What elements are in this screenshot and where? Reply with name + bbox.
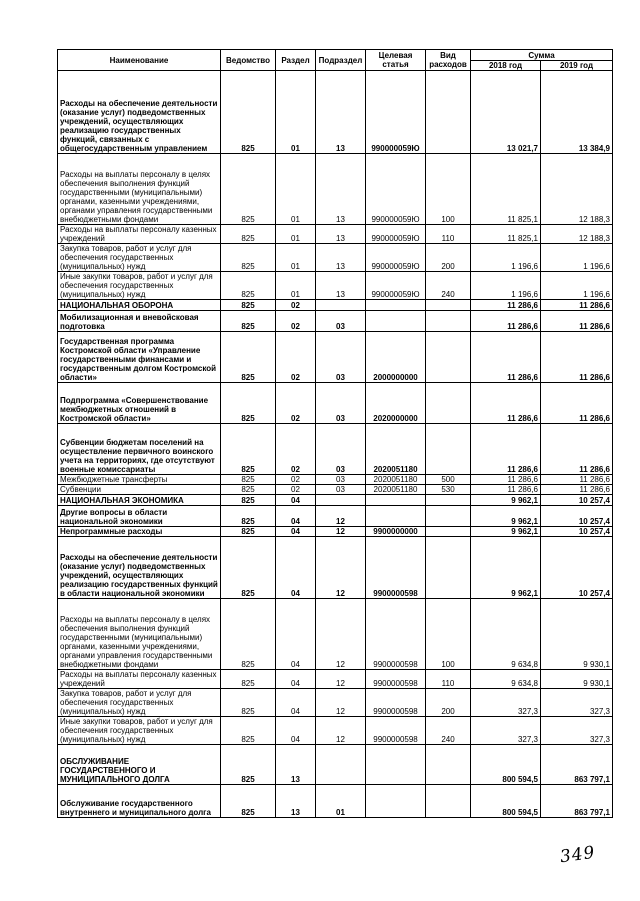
table-row	[58, 506, 613, 527]
table-cell-subsection: 13	[316, 71, 366, 154]
table-cell-target: 2020051180	[366, 475, 426, 485]
table-cell-name: Закупка товаров, работ и услуг для обеспечения государственных (муниципальных) нужд	[58, 689, 221, 717]
table-cell-section: 02	[276, 300, 316, 311]
table-cell-name: Другие вопросы в области национальной экономики	[58, 506, 221, 527]
table-cell-sum-2019: 10 257,4	[541, 537, 613, 599]
table-cell-dept: 825	[221, 71, 276, 154]
table-cell-subsection: 12	[316, 689, 366, 717]
table-cell-sum-2019: 11 286,6	[541, 332, 613, 383]
table-cell-subsection: 13	[316, 225, 366, 244]
table-cell-sum-2019: 12 188,3	[541, 154, 613, 225]
header-dept: Ведомство	[221, 50, 276, 71]
table-row	[58, 300, 613, 311]
table-cell-sum-2019: 12 188,3	[541, 225, 613, 244]
table-row	[58, 311, 613, 332]
table-cell-name: Подпрограмма «Совершенствование межбюджетных отношений в Костромской области»	[58, 383, 221, 424]
table-cell-exptype	[426, 495, 471, 506]
table-cell-dept: 825	[221, 689, 276, 717]
table-cell-section: 13	[276, 785, 316, 818]
table-cell-subsection: 13	[316, 272, 366, 300]
table-cell-subsection: 12	[316, 670, 366, 689]
table-cell-name: Расходы на обеспечение деятельности (оказание услуг) подведомственных учреждений, осуществляющих реализацию государственных функций, связанных с общегосударственным управлением	[58, 71, 221, 154]
table-cell-dept: 825	[221, 424, 276, 475]
table-cell-subsection	[316, 495, 366, 506]
table-cell-target: 9900000598	[366, 717, 426, 745]
table-cell-dept: 825	[221, 506, 276, 527]
table-cell-name: Расходы на обеспечение деятельности (оказание услуг) подведомственных учреждений, осуществляющих реализацию государственных функций в области национальной экономики	[58, 537, 221, 599]
table-cell-sum-2018: 800 594,5	[471, 785, 541, 818]
table-row	[58, 424, 613, 475]
table-cell-exptype: 200	[426, 689, 471, 717]
table-row	[58, 244, 613, 272]
table-row	[58, 225, 613, 244]
table-cell-subsection: 13	[316, 154, 366, 225]
table-cell-dept: 825	[221, 745, 276, 785]
table-cell-sum-2018: 13 021,7	[471, 71, 541, 154]
table-cell-sum-2019: 11 286,6	[541, 311, 613, 332]
table-cell-target: 9900000598	[366, 689, 426, 717]
table-cell-dept: 825	[221, 475, 276, 485]
table-cell-exptype: 240	[426, 717, 471, 745]
table-cell-subsection: 03	[316, 311, 366, 332]
table-cell-sum-2019: 327,3	[541, 689, 613, 717]
table-cell-subsection: 01	[316, 785, 366, 818]
table-cell-section: 01	[276, 244, 316, 272]
table-cell-subsection: 03	[316, 332, 366, 383]
table-cell-name: Обслуживание государственного внутреннего и муниципального долга	[58, 785, 221, 818]
table-cell-section: 02	[276, 383, 316, 424]
header-target: Целевая статья	[366, 50, 426, 71]
table-cell-sum-2018: 11 286,6	[471, 332, 541, 383]
table-cell-dept: 825	[221, 244, 276, 272]
table-cell-section: 04	[276, 670, 316, 689]
table-cell-target	[366, 495, 426, 506]
table-cell-exptype: 500	[426, 475, 471, 485]
table-header-row	[58, 50, 613, 61]
table-cell-name: Непрограммные расходы	[58, 527, 221, 537]
table-cell-sum-2018: 9 634,8	[471, 599, 541, 670]
table-cell-sum-2018: 11 286,6	[471, 424, 541, 475]
table-cell-target	[366, 311, 426, 332]
table-cell-target: 990000059Ю	[366, 225, 426, 244]
header-year-2019: 2019 год	[541, 61, 613, 71]
table-cell-sum-2019: 1 196,6	[541, 244, 613, 272]
table-cell-section: 01	[276, 154, 316, 225]
table-cell-dept: 825	[221, 154, 276, 225]
table-cell-exptype: 110	[426, 670, 471, 689]
table-cell-dept: 825	[221, 717, 276, 745]
table-cell-sum-2018: 327,3	[471, 689, 541, 717]
table-cell-target: 990000059Ю	[366, 71, 426, 154]
table-cell-section: 04	[276, 717, 316, 745]
table-cell-target: 2020000000	[366, 383, 426, 424]
table-cell-name: Расходы на выплаты персоналу казенных учреждений	[58, 670, 221, 689]
table-cell-exptype	[426, 332, 471, 383]
header-section: Раздел	[276, 50, 316, 71]
table-cell-name: Иные закупки товаров, работ и услуг для обеспечения государственных (муниципальных) нужд	[58, 717, 221, 745]
table-cell-subsection	[316, 745, 366, 785]
table-cell-dept: 825	[221, 599, 276, 670]
table-cell-section: 04	[276, 495, 316, 506]
table-cell-sum-2019: 10 257,4	[541, 495, 613, 506]
header-name: Наименование	[58, 50, 221, 71]
table-cell-target: 9900000598	[366, 670, 426, 689]
table-cell-exptype: 100	[426, 154, 471, 225]
table-row	[58, 383, 613, 424]
table-cell-exptype	[426, 527, 471, 537]
table-cell-sum-2018: 11 286,6	[471, 383, 541, 424]
table-cell-section: 04	[276, 599, 316, 670]
table-row	[58, 599, 613, 670]
table-row	[58, 689, 613, 717]
table-row	[58, 537, 613, 599]
table-cell-section: 04	[276, 537, 316, 599]
table-cell-target	[366, 506, 426, 527]
table-cell-sum-2019: 11 286,6	[541, 300, 613, 311]
budget-table	[57, 49, 613, 818]
table-cell-target: 2020051180	[366, 485, 426, 495]
page-number: 349	[558, 842, 597, 868]
table-cell-dept: 825	[221, 495, 276, 506]
table-cell-dept: 825	[221, 785, 276, 818]
table-cell-name: НАЦИОНАЛЬНАЯ ЭКОНОМИКА	[58, 495, 221, 506]
table-cell-section: 04	[276, 527, 316, 537]
table-cell-exptype: 530	[426, 485, 471, 495]
table-cell-subsection: 03	[316, 485, 366, 495]
table-cell-subsection: 12	[316, 527, 366, 537]
table-row	[58, 745, 613, 785]
table-row	[58, 71, 613, 154]
table-row	[58, 154, 613, 225]
table-cell-sum-2019: 9 930,1	[541, 670, 613, 689]
table-cell-section: 02	[276, 475, 316, 485]
table-cell-dept: 825	[221, 272, 276, 300]
table-row	[58, 332, 613, 383]
table-cell-exptype: 110	[426, 225, 471, 244]
table-cell-sum-2018: 9 962,1	[471, 506, 541, 527]
table-cell-subsection: 03	[316, 383, 366, 424]
table-cell-exptype	[426, 785, 471, 818]
table-row	[58, 475, 613, 485]
table-cell-sum-2019: 9 930,1	[541, 599, 613, 670]
table-cell-sum-2018: 11 286,6	[471, 311, 541, 332]
table-cell-exptype	[426, 383, 471, 424]
table-cell-subsection: 13	[316, 244, 366, 272]
table-cell-exptype	[426, 745, 471, 785]
table-cell-sum-2018: 11 286,6	[471, 300, 541, 311]
table-cell-target: 2020051180	[366, 424, 426, 475]
table-cell-target	[366, 745, 426, 785]
table-cell-sum-2018: 11 825,1	[471, 225, 541, 244]
table-cell-target: 9900000598	[366, 537, 426, 599]
table-cell-sum-2018: 327,3	[471, 717, 541, 745]
table-cell-sum-2018: 9 962,1	[471, 495, 541, 506]
table-cell-name: Расходы на выплаты персоналу в целях обеспечения выполнения функций государственными (муниципальными) органами, казенными учреждениями, органами управления государственными внебюджетными фондами	[58, 599, 221, 670]
table-cell-exptype	[426, 71, 471, 154]
table-cell-dept: 825	[221, 537, 276, 599]
table-cell-dept: 825	[221, 311, 276, 332]
table-cell-section: 04	[276, 689, 316, 717]
table-cell-exptype: 240	[426, 272, 471, 300]
table-cell-exptype: 200	[426, 244, 471, 272]
table-cell-sum-2019: 13 384,9	[541, 71, 613, 154]
table-cell-sum-2019: 863 797,1	[541, 785, 613, 818]
table-cell-subsection: 12	[316, 717, 366, 745]
table-cell-name: Государственная программа Костромской области «Управление государственными финансами и государственным долгом Костромской области»	[58, 332, 221, 383]
table-cell-name: Иные закупки товаров, работ и услуг для обеспечения государственных (муниципальных) нужд	[58, 272, 221, 300]
table-cell-sum-2019: 327,3	[541, 717, 613, 745]
table-cell-subsection: 12	[316, 506, 366, 527]
table-cell-target: 9900000598	[366, 599, 426, 670]
table-cell-sum-2018: 9 962,1	[471, 527, 541, 537]
table-cell-target: 990000059Ю	[366, 244, 426, 272]
table-cell-section: 01	[276, 71, 316, 154]
table-cell-section: 01	[276, 272, 316, 300]
table-cell-name: Мобилизационная и вневойсковая подготовка	[58, 311, 221, 332]
table-cell-sum-2018: 11 286,6	[471, 475, 541, 485]
header-year-2018: 2018 год	[471, 61, 541, 71]
table-cell-target: 990000059Ю	[366, 272, 426, 300]
table-cell-name: Расходы на выплаты персоналу в целях обеспечения выполнения функций государственными (муниципальными) органами, казенными учреждениями, органами управления государственными внебюджетными фондами	[58, 154, 221, 225]
table-cell-section: 02	[276, 424, 316, 475]
table-row	[58, 272, 613, 300]
table-cell-exptype: 100	[426, 599, 471, 670]
header-sum: Сумма	[471, 50, 613, 61]
table-cell-sum-2018: 11 286,6	[471, 485, 541, 495]
table-cell-target: 2000000000	[366, 332, 426, 383]
table-cell-section: 02	[276, 485, 316, 495]
table-cell-name: Субвенции	[58, 485, 221, 495]
table-cell-section: 13	[276, 745, 316, 785]
table-cell-sum-2018: 1 196,6	[471, 272, 541, 300]
table-cell-sum-2018: 9 962,1	[471, 537, 541, 599]
table-cell-section: 02	[276, 332, 316, 383]
table-row	[58, 495, 613, 506]
table-cell-sum-2019: 10 257,4	[541, 527, 613, 537]
table-cell-sum-2018: 11 825,1	[471, 154, 541, 225]
table-cell-sum-2019: 11 286,6	[541, 424, 613, 475]
table-cell-section: 01	[276, 225, 316, 244]
table-cell-name: Расходы на выплаты персоналу казенных учреждений	[58, 225, 221, 244]
table-cell-section: 02	[276, 311, 316, 332]
table-cell-target	[366, 785, 426, 818]
table-cell-dept: 825	[221, 225, 276, 244]
table-cell-sum-2018: 800 594,5	[471, 745, 541, 785]
table-cell-exptype	[426, 311, 471, 332]
table-row	[58, 785, 613, 818]
table-cell-target: 9900000000	[366, 527, 426, 537]
table-cell-dept: 825	[221, 485, 276, 495]
table-cell-target: 990000059Ю	[366, 154, 426, 225]
table-row	[58, 717, 613, 745]
table-row	[58, 670, 613, 689]
table-cell-sum-2018: 9 634,8	[471, 670, 541, 689]
table-body	[58, 71, 613, 818]
table-cell-sum-2019: 11 286,6	[541, 383, 613, 424]
table-cell-sum-2019: 11 286,6	[541, 475, 613, 485]
table-row	[58, 485, 613, 495]
table-cell-subsection: 12	[316, 537, 366, 599]
header-subsection: Подраздел	[316, 50, 366, 71]
table-cell-section: 04	[276, 506, 316, 527]
table-cell-name: Закупка товаров, работ и услуг для обеспечения государственных (муниципальных) нужд	[58, 244, 221, 272]
table-row	[58, 527, 613, 537]
table-cell-dept: 825	[221, 527, 276, 537]
table-cell-dept: 825	[221, 300, 276, 311]
table-cell-subsection: 12	[316, 599, 366, 670]
table-cell-name: НАЦИОНАЛЬНАЯ ОБОРОНА	[58, 300, 221, 311]
table-cell-exptype	[426, 537, 471, 599]
table-cell-subsection	[316, 300, 366, 311]
table-cell-sum-2019: 863 797,1	[541, 745, 613, 785]
table-cell-sum-2019: 10 257,4	[541, 506, 613, 527]
table-cell-subsection: 03	[316, 424, 366, 475]
table-cell-name: Межбюджетные трансферты	[58, 475, 221, 485]
table-cell-subsection: 03	[316, 475, 366, 485]
table-cell-dept: 825	[221, 670, 276, 689]
table-cell-sum-2019: 1 196,6	[541, 272, 613, 300]
table-cell-dept: 825	[221, 332, 276, 383]
table-cell-dept: 825	[221, 383, 276, 424]
table-cell-name: ОБСЛУЖИВАНИЕ ГОСУДАРСТВЕННОГО И МУНИЦИПАЛЬНОГО ДОЛГА	[58, 745, 221, 785]
table-cell-exptype	[426, 506, 471, 527]
table-cell-name: Субвенции бюджетам поселений на осуществление первичного воинского учета на территориях, где отсутствуют военные комиссариаты	[58, 424, 221, 475]
table-cell-exptype	[426, 424, 471, 475]
table-cell-sum-2018: 1 196,6	[471, 244, 541, 272]
table-cell-target	[366, 300, 426, 311]
table-cell-sum-2019: 11 286,6	[541, 485, 613, 495]
table-cell-exptype	[426, 300, 471, 311]
header-exptype: Вид расходов	[426, 50, 471, 71]
